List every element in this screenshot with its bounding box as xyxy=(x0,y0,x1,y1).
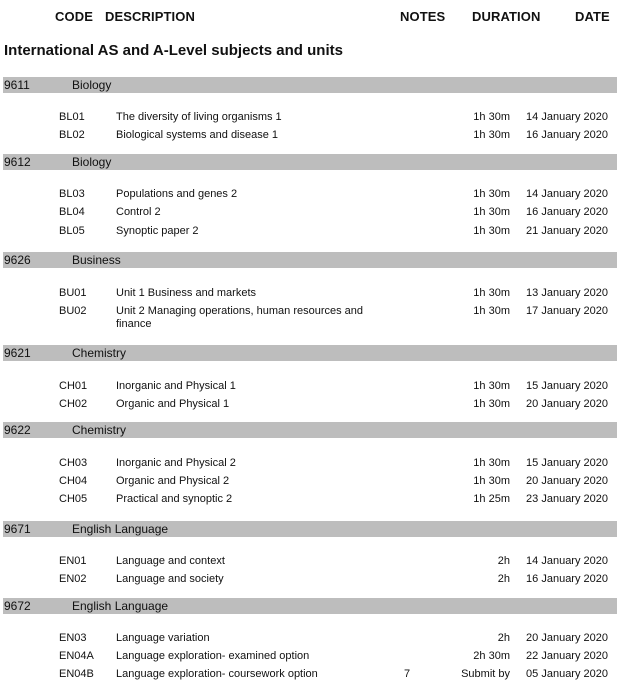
unit-description: Language and context xyxy=(116,555,225,567)
unit-description: The diversity of living organisms 1 xyxy=(116,111,282,123)
unit-date: 16 January 2020 xyxy=(526,206,608,218)
unit-row xyxy=(0,188,621,202)
unit-row xyxy=(0,206,621,220)
unit-code: BL04 xyxy=(59,206,85,218)
unit-row xyxy=(0,632,621,646)
unit-date: 14 January 2020 xyxy=(526,188,608,200)
unit-duration: 1h 30m xyxy=(473,287,510,299)
unit-code: CH05 xyxy=(59,493,88,505)
unit-duration: 2h xyxy=(497,632,510,644)
unit-row xyxy=(0,129,621,143)
section-code: 9611 xyxy=(4,78,30,92)
unit-description: Language variation xyxy=(116,632,210,644)
unit-code: CH02 xyxy=(59,398,88,410)
unit-duration: 1h 30m xyxy=(473,380,510,392)
unit-description: Language exploration- examined option xyxy=(116,650,310,662)
unit-code: BU02 xyxy=(59,305,87,317)
unit-date: 15 January 2020 xyxy=(526,380,608,392)
section-subject: English Language xyxy=(72,599,169,613)
unit-date: 17 January 2020 xyxy=(526,305,608,317)
unit-description: Organic and Physical 2 xyxy=(116,475,230,487)
unit-code: EN04A xyxy=(59,650,94,662)
section-code: 9622 xyxy=(4,423,31,437)
unit-duration: 1h 30m xyxy=(473,475,510,487)
unit-date: 15 January 2020 xyxy=(526,457,608,469)
unit-date: 23 January 2020 xyxy=(526,493,608,505)
unit-code: BL01 xyxy=(59,111,85,123)
unit-row xyxy=(0,305,621,330)
section-header xyxy=(3,422,617,438)
unit-duration: Submit by xyxy=(461,668,510,680)
unit-description: Inorganic and Physical 2 xyxy=(116,457,236,469)
unit-date: 16 January 2020 xyxy=(526,573,608,585)
unit-description: Unit 2 Managing operations, human resources and finance xyxy=(116,305,364,330)
unit-code: EN03 xyxy=(59,632,87,644)
section-header xyxy=(3,345,617,361)
section-subject: Biology xyxy=(72,78,112,92)
unit-date: 20 January 2020 xyxy=(526,398,608,410)
column-header-description: DESCRIPTION xyxy=(105,9,195,24)
section-code: 9672 xyxy=(4,599,31,613)
section-code: 9621 xyxy=(4,346,31,360)
unit-duration: 1h 30m xyxy=(473,188,510,200)
unit-duration: 2h 30m xyxy=(473,650,510,662)
unit-code: CH04 xyxy=(59,475,88,487)
unit-row xyxy=(0,555,621,569)
unit-code: BL03 xyxy=(59,188,85,200)
unit-description: Control 2 xyxy=(116,206,161,218)
section-code: 9612 xyxy=(4,155,31,169)
unit-date: 20 January 2020 xyxy=(526,475,608,487)
unit-description: Inorganic and Physical 1 xyxy=(116,380,236,392)
page-title: International AS and A-Level subjects and units xyxy=(4,42,343,59)
unit-duration: 1h 30m xyxy=(473,206,510,218)
unit-duration: 1h 30m xyxy=(473,225,510,237)
unit-row xyxy=(0,398,621,412)
unit-date: 22 January 2020 xyxy=(526,650,608,662)
unit-date: 14 January 2020 xyxy=(526,111,608,123)
unit-description: Practical and synoptic 2 xyxy=(116,493,233,505)
unit-row xyxy=(0,457,621,471)
unit-description: Populations and genes 2 xyxy=(116,188,238,200)
section-header xyxy=(3,154,617,170)
unit-code: EN02 xyxy=(59,573,87,585)
unit-duration: 1h 30m xyxy=(473,111,510,123)
column-header-code: CODE xyxy=(55,9,93,24)
unit-row xyxy=(0,111,621,125)
column-header-notes: NOTES xyxy=(400,9,446,24)
unit-description: Synoptic paper 2 xyxy=(116,225,199,237)
unit-date: 16 January 2020 xyxy=(526,129,608,141)
unit-date: 21 January 2020 xyxy=(526,225,608,237)
unit-date: 05 January 2020 xyxy=(526,668,608,680)
unit-date: 20 January 2020 xyxy=(526,632,608,644)
section-subject: English Language xyxy=(72,522,169,536)
section-subject: Biology xyxy=(72,155,112,169)
unit-row xyxy=(0,475,621,489)
unit-description: Organic and Physical 1 xyxy=(116,398,230,410)
section-header xyxy=(3,521,617,537)
section-header xyxy=(3,252,617,268)
unit-description: Language and society xyxy=(116,573,224,585)
unit-code: CH03 xyxy=(59,457,88,469)
unit-description: Unit 1 Business and markets xyxy=(116,287,257,299)
unit-description: Biological systems and disease 1 xyxy=(116,129,279,141)
section-header xyxy=(3,598,617,614)
section-code: 9626 xyxy=(4,253,31,267)
section-code: 9671 xyxy=(4,522,31,536)
unit-code: BL05 xyxy=(59,225,85,237)
section-subject: Business xyxy=(72,253,121,267)
section-subject: Chemistry xyxy=(72,346,127,360)
unit-date: 13 January 2020 xyxy=(526,287,608,299)
unit-code: BU01 xyxy=(59,287,87,299)
unit-duration: 1h 30m xyxy=(473,305,510,317)
unit-notes: 7 xyxy=(403,668,411,680)
unit-row xyxy=(0,650,621,664)
unit-duration: 1h 25m xyxy=(473,493,510,505)
unit-row xyxy=(0,493,621,507)
unit-duration: 1h 30m xyxy=(473,398,510,410)
unit-row xyxy=(0,380,621,394)
unit-code: EN01 xyxy=(59,555,87,567)
section-subject: Chemistry xyxy=(72,423,127,437)
column-header-duration: DURATION xyxy=(472,9,541,24)
unit-code: EN04B xyxy=(59,668,94,680)
unit-code: BL02 xyxy=(59,129,85,141)
unit-row xyxy=(0,287,621,301)
column-header-date: DATE xyxy=(575,9,610,24)
unit-duration: 1h 30m xyxy=(473,457,510,469)
unit-description: Language exploration- coursework option xyxy=(116,668,318,680)
unit-code: CH01 xyxy=(59,380,88,392)
unit-date: 14 January 2020 xyxy=(526,555,608,567)
unit-row xyxy=(0,573,621,587)
section-header xyxy=(3,77,617,93)
unit-row xyxy=(0,225,621,239)
unit-duration: 2h xyxy=(497,555,510,567)
unit-duration: 1h 30m xyxy=(473,129,510,141)
unit-row xyxy=(0,668,621,682)
unit-duration: 2h xyxy=(497,573,510,585)
